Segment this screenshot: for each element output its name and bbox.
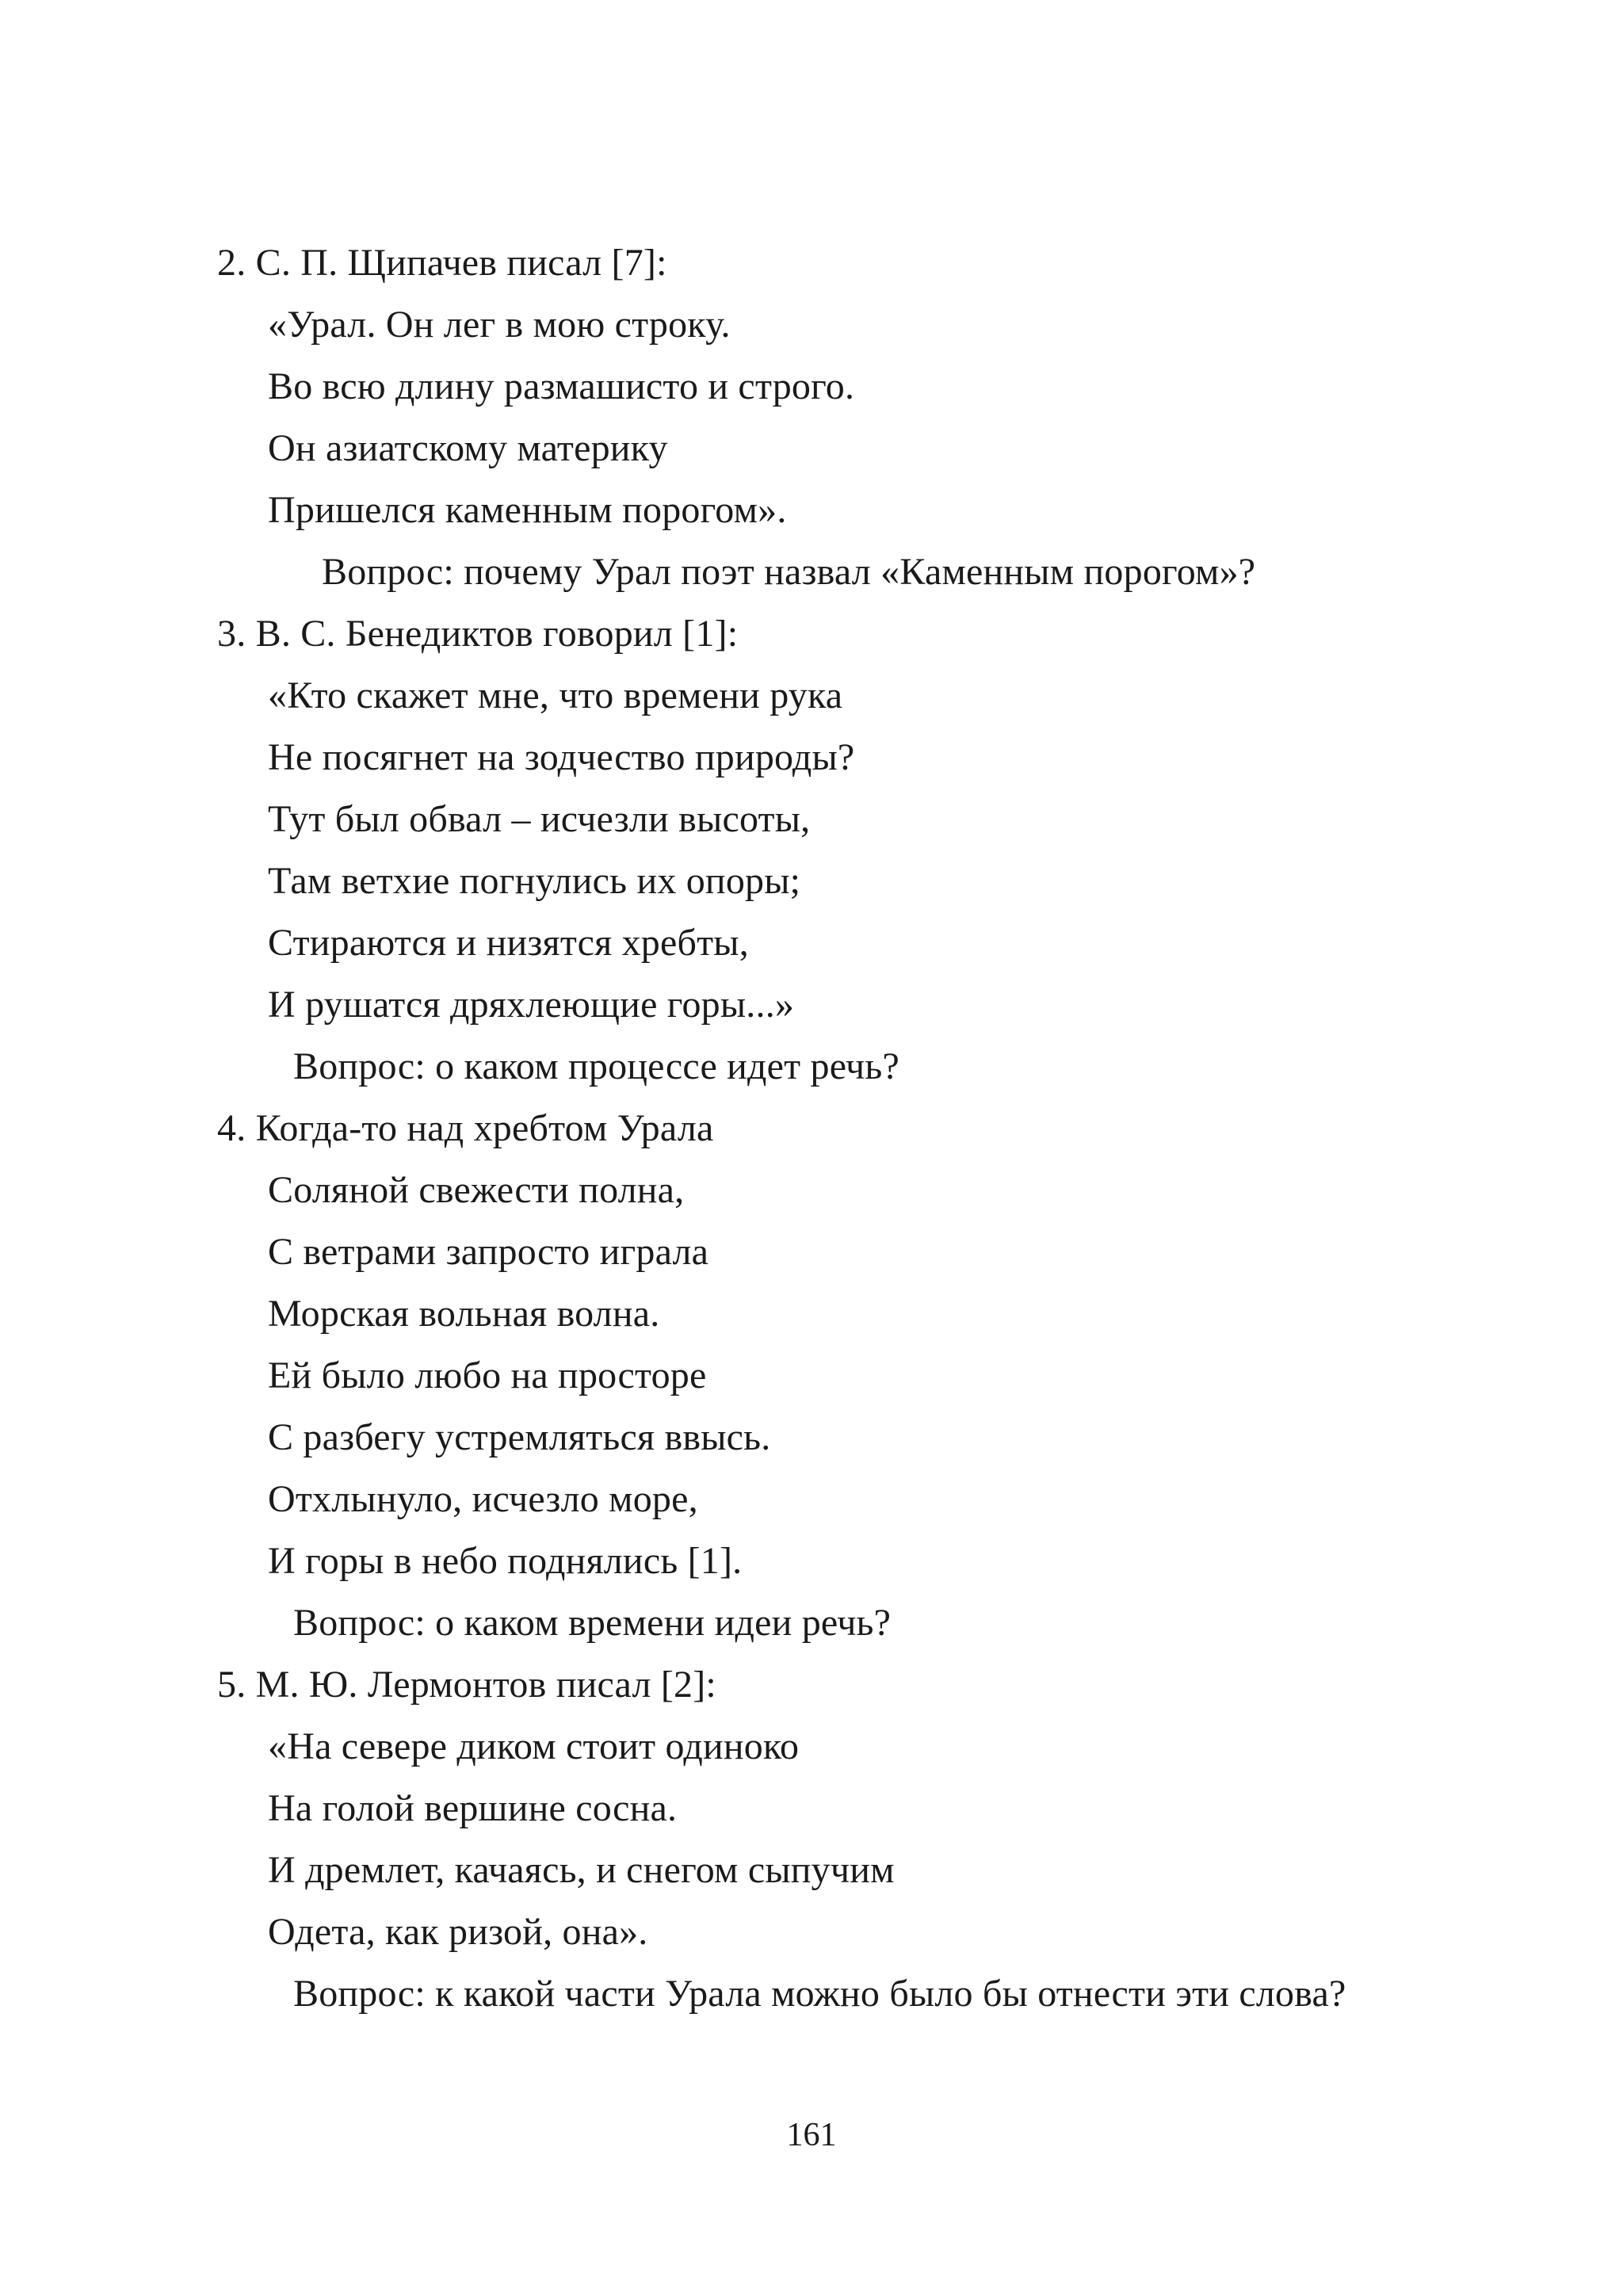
verse-line: Соляной свежести полна, [268,1169,685,1211]
question-line: Вопрос: о каком процессе идет речь? [293,1045,899,1087]
verse-line: Стираются и низятся хребты, [268,922,749,964]
verse-line: Одета, как ризой, она». [268,1911,648,1953]
page-number: 161 [786,2117,837,2153]
verse-line: И рушатся дряхлеющие горы...» [268,984,795,1026]
verse-line: На голой вершине сосна. [268,1787,678,1829]
verse-line: Ей было любо на просторе [268,1354,707,1396]
verse-line: С ветрами запросто играла [268,1231,709,1273]
verse-line: Во всю длину размашисто и строго. [268,365,855,407]
verse-line: «На севере диком стоит одиноко [268,1725,800,1767]
verse-line: И дремлет, качаясь, и снегом сыпучим [268,1849,895,1891]
item-heading: 5. М. Ю. Лермонтов писал [2]: [217,1664,716,1706]
item-heading: 2. С. П. Щипачев писал [7]: [217,242,667,284]
verse-line: И горы в небо поднялись [1]. [268,1540,743,1582]
verse-line: Морская вольная волна. [268,1293,660,1335]
verse-line: Пришелся каменным порогом». [268,489,787,531]
verse-line: Там ветхие погнулись их опоры; [268,860,801,902]
question-line: Вопрос: к какой части Урала можно было бы отнести эти слова? [293,1973,1346,2015]
verse-line: Не посягнет на зодчество природы? [268,736,855,778]
question-line: Вопрос: о каком времени идеи речь? [293,1602,892,1644]
verse-line: Отхлынуло, исчезло море, [268,1478,698,1520]
verse-line: «Урал. Он лег в мою строку. [268,304,731,346]
question-line: Вопрос: почему Урал поэт назвал «Каменным порогом»? [322,551,1256,593]
verse-line: «Кто скажет мне, что времени рука [268,674,843,716]
item-heading: 4. Когда-то над хребтом Урала [217,1107,714,1149]
verse-line: Он азиатскому материку [268,427,668,469]
verse-line: Тут был обвал – исчезли высоты, [268,798,811,840]
verse-line: С разбегу устремляться ввысь. [268,1416,771,1458]
item-heading: 3. В. С. Бенедиктов говорил [1]: [217,613,739,655]
